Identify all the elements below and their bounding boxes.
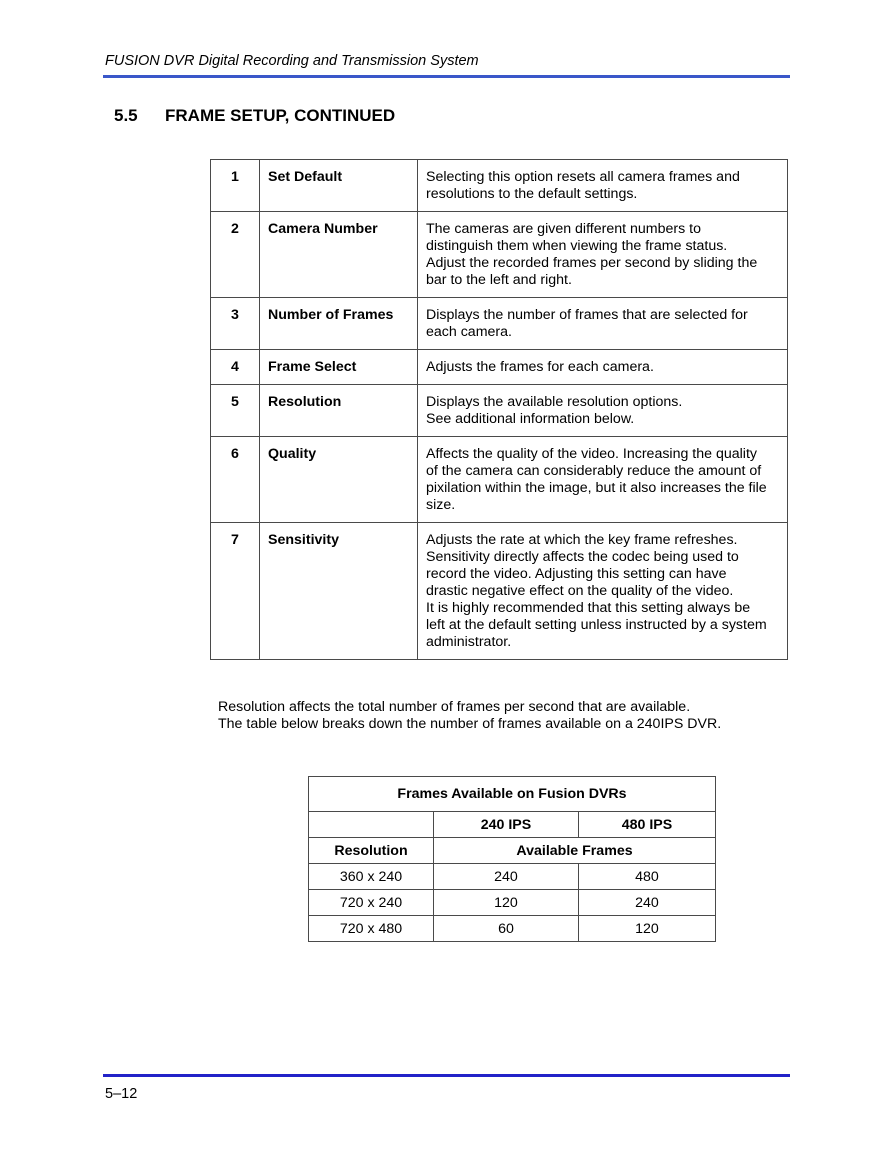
resolution-note [218,699,721,733]
table-row [211,385,788,437]
column-header-480ips: 480 IPS [579,812,716,838]
table-row [309,890,716,916]
option-description: The cameras are given different numbers to distinguish them when viewing the frame status. Adjust the recorded frames per second by sliding the bar to the left and right. [418,212,788,298]
option-description: Displays the available resolution options. See additional information below. [418,385,788,437]
resolution-cell: 360 x 240 [309,864,434,890]
frames-480-cell: 240 [579,890,716,916]
frames-480-cell: 480 [579,864,716,890]
option-description: Adjusts the frames for each camera. [418,350,788,385]
frames-240-cell: 60 [434,916,579,942]
option-name: Quality [260,437,418,523]
option-number: 1 [211,160,260,212]
option-number: 4 [211,350,260,385]
table-row [211,298,788,350]
header-rule [103,75,790,78]
section-heading [114,106,395,126]
table-title-row [309,777,716,812]
footer-rule [103,1074,790,1077]
frames-240-cell: 240 [434,864,579,890]
table-header-row [309,812,716,838]
note-line: Resolution affects the total number of frames per second that are available. [218,699,691,715]
resolution-cell: 720 x 480 [309,916,434,942]
option-name: Camera Number [260,212,418,298]
option-description: Selecting this option resets all camera frames and resolutions to the default settings. [418,160,788,212]
section-number: 5.5 [114,106,138,125]
table-header-row [309,838,716,864]
option-number: 5 [211,385,260,437]
note-line: The table below breaks down the number of frames available on a 240IPS DVR. [218,716,722,732]
table-row [211,212,788,298]
table-row [211,160,788,212]
table-row [211,350,788,385]
table-row [309,864,716,890]
frames-480-cell: 120 [579,916,716,942]
table-row [211,437,788,523]
running-header-title: FUSION DVR Digital Recording and Transmission System [105,53,479,69]
column-header-resolution: Resolution [309,838,434,864]
frames-240-cell: 120 [434,890,579,916]
frames-available-table [308,776,716,942]
empty-cell [309,812,434,838]
frame-setup-options-table [210,159,788,660]
table-row [211,523,788,660]
frames-table-title: Frames Available on Fusion DVRs [309,777,716,812]
option-description: Displays the number of frames that are selected for each camera. [418,298,788,350]
section-title: FRAME SETUP, CONTINUED [165,106,396,125]
option-description: Affects the quality of the video. Increasing the quality of the camera can considerably reduce the amount of pixilation within the image, but it also increases the file size. [418,437,788,523]
option-number: 7 [211,523,260,660]
column-header-240ips: 240 IPS [434,812,579,838]
option-number: 3 [211,298,260,350]
option-name: Sensitivity [260,523,418,660]
resolution-cell: 720 x 240 [309,890,434,916]
table-row [309,916,716,942]
column-header-available-frames: Available Frames [434,838,716,864]
option-name: Set Default [260,160,418,212]
option-name: Frame Select [260,350,418,385]
option-name: Resolution [260,385,418,437]
option-name: Number of Frames [260,298,418,350]
option-description: Adjusts the rate at which the key frame refreshes. Sensitivity directly affects the codec being used to record the video. Adjusting this setting can have drastic negative effect on the quality of the video. It is highly recommended that this setting always be left at the default setting unless instructed by a system administrator. [418,523,788,660]
option-number: 6 [211,437,260,523]
page-number: 5–12 [105,1086,138,1102]
option-number: 2 [211,212,260,298]
